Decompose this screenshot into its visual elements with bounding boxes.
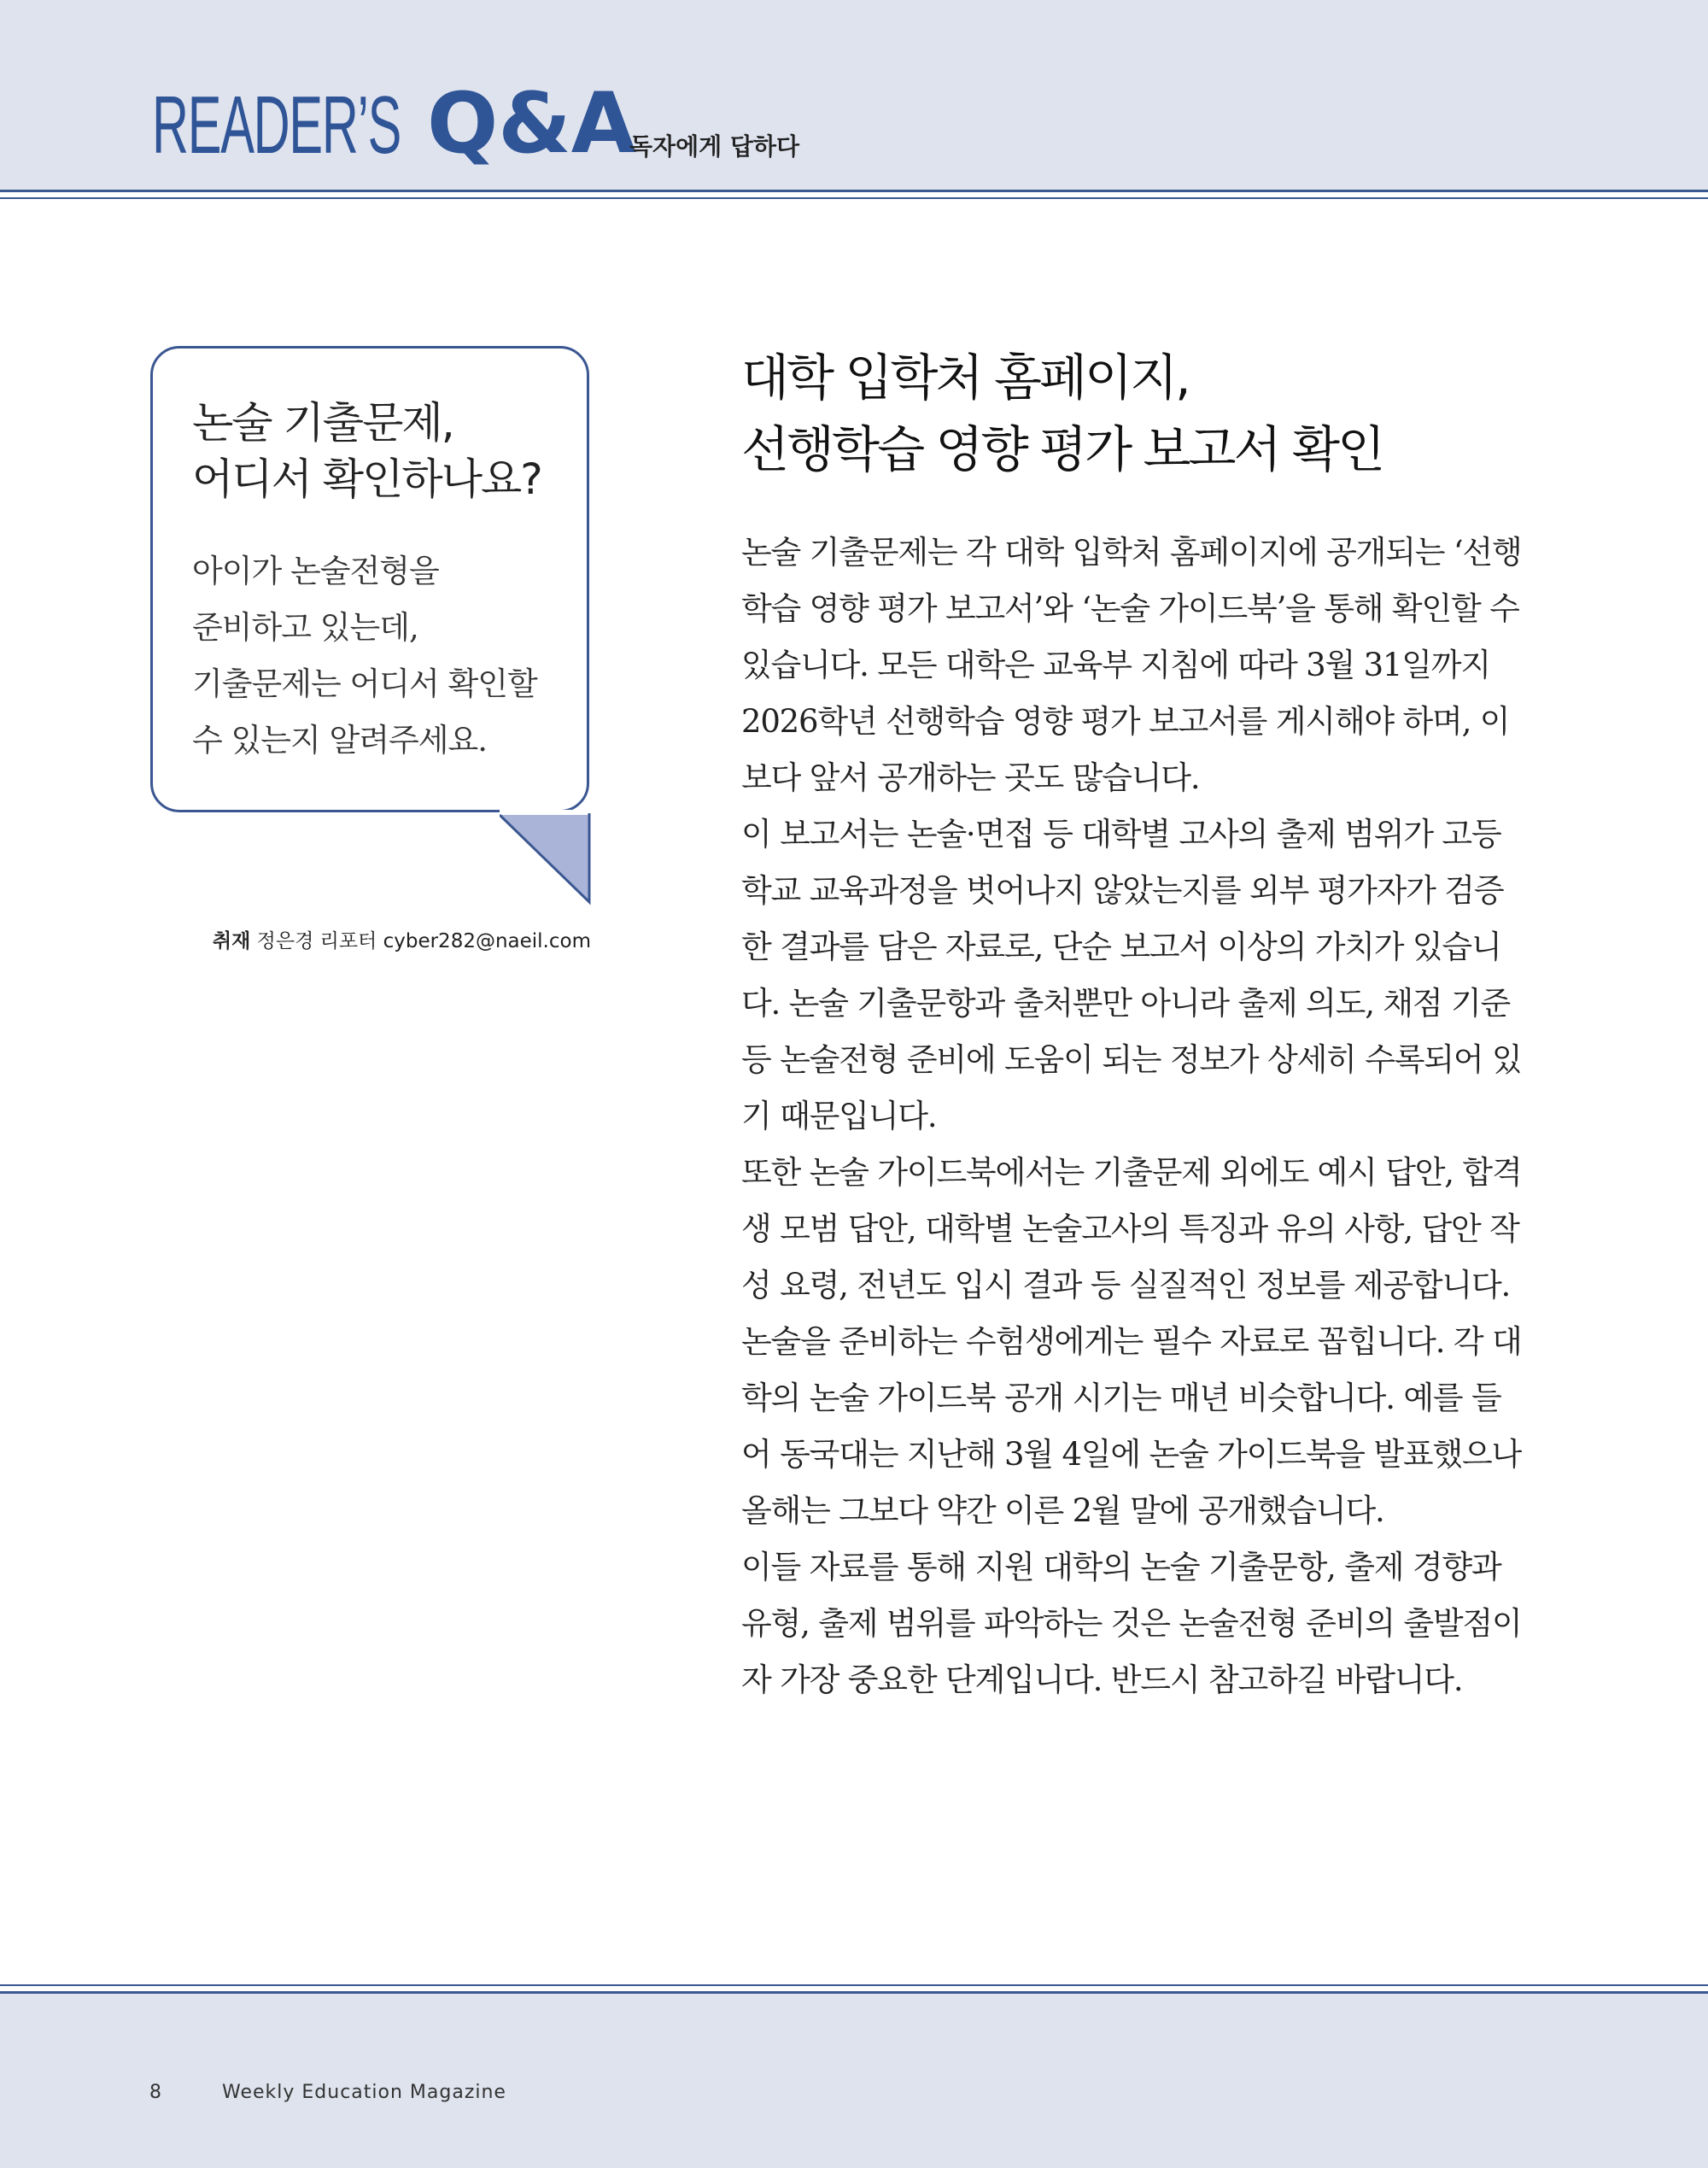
answer-body — [741, 524, 1527, 1708]
section-title-qa: Q&A — [427, 75, 636, 173]
answer-title-line: 선행학습 영향 평가 보고서 확인 — [741, 420, 1383, 478]
header-rule-thin — [0, 197, 1708, 199]
answer-paragraph: 논술 기출문제는 각 대학 입학처 홈페이지에 공개되는 ‘선행학습 영향 평가 보고서’와 ‘논술 가이드북’을 통해 확인할 수 있습니다. 모든 대학은 교육부 지침에 따라 3월 31일까지 2026학년 선행학습 영향 평가 보고서를 게시해야 하며, 이보다 앞서 공개하는 곳도 많습니다. — [741, 534, 1522, 796]
answer-paragraph: 또한 논술 가이드북에서는 기출문제 외에도 예시 답안, 합격생 모범 답안, 대학별 논술고사의 특징과 유의 사항, 답안 작성 요령, 전년도 입시 결과 등 실질적인 정보를 제공합니다. 논술을 준비하는 수험생에게는 필수 자료로 꼽힙니다. 각 대학의 논술 가이드북 공개 시기는 매년 비슷합니다. 예를 들어 동국대는 지난해 3월 4일에 논술 가이드북을 발표했으나 올해는 그보다 약간 이른 2월 말에 공개했습니다. — [741, 1154, 1522, 1529]
page-number: 8 — [149, 2082, 161, 2103]
section-subtitle: 독자에게 답하다 — [629, 132, 800, 161]
answer-title-line: 대학 입학처 홈페이지, — [741, 349, 1189, 407]
answer-paragraph: 이 보고서는 논술·면접 등 대학별 고사의 출제 범위가 고등학교 교육과정을 벗어나지 않았는지를 외부 평가자가 검증한 결과를 담은 자료로, 단순 보고서 이상의 가치가 있습니다. 논술 기출문항과 출처뿐만 아니라 출제 의도, 채점 기준 등 논술전형 준비에 도움이 되는 정보가 상세히 수록되어 있기 때문입니다. — [741, 816, 1522, 1134]
answer-paragraph: 이들 자료를 통해 지원 대학의 논술 기출문항, 출제 경향과 유형, 출제 범위를 파악하는 것은 논술전형 준비의 출발점이자 가장 중요한 단계입니다. 반드시 참고하길 바랍니다. — [741, 1549, 1522, 1698]
question-body-line: 기출문제는 어디서 확인할 — [192, 665, 537, 702]
answer-title — [741, 342, 1544, 485]
question-title — [192, 395, 585, 507]
question-title-line: 논술 기출문제, — [192, 398, 453, 448]
reporter-name: 정은경 리포터 — [256, 930, 377, 952]
question-body-line: 아이가 논술전형을 — [192, 553, 439, 589]
question-title-line: 어디서 확인하나요? — [192, 454, 541, 504]
header-rule — [0, 190, 1708, 192]
reporter-credit — [154, 925, 591, 953]
credit-label: 취재 — [212, 930, 251, 952]
footer-band — [0, 1991, 1708, 2168]
section-title-readers: READER’S — [152, 79, 401, 171]
footer-rule — [0, 1991, 1708, 1994]
reporter-email: cyber282@naeil.com — [383, 930, 591, 952]
magazine-name: Weekly Education Magazine — [222, 2082, 506, 2103]
question-body — [192, 543, 585, 769]
footer-rule-thin — [0, 1984, 1708, 1986]
question-body-line: 준비하고 있는데, — [192, 609, 418, 646]
question-body-line: 수 있는지 알려주세요. — [192, 722, 487, 759]
speech-bubble-tail — [500, 810, 594, 905]
